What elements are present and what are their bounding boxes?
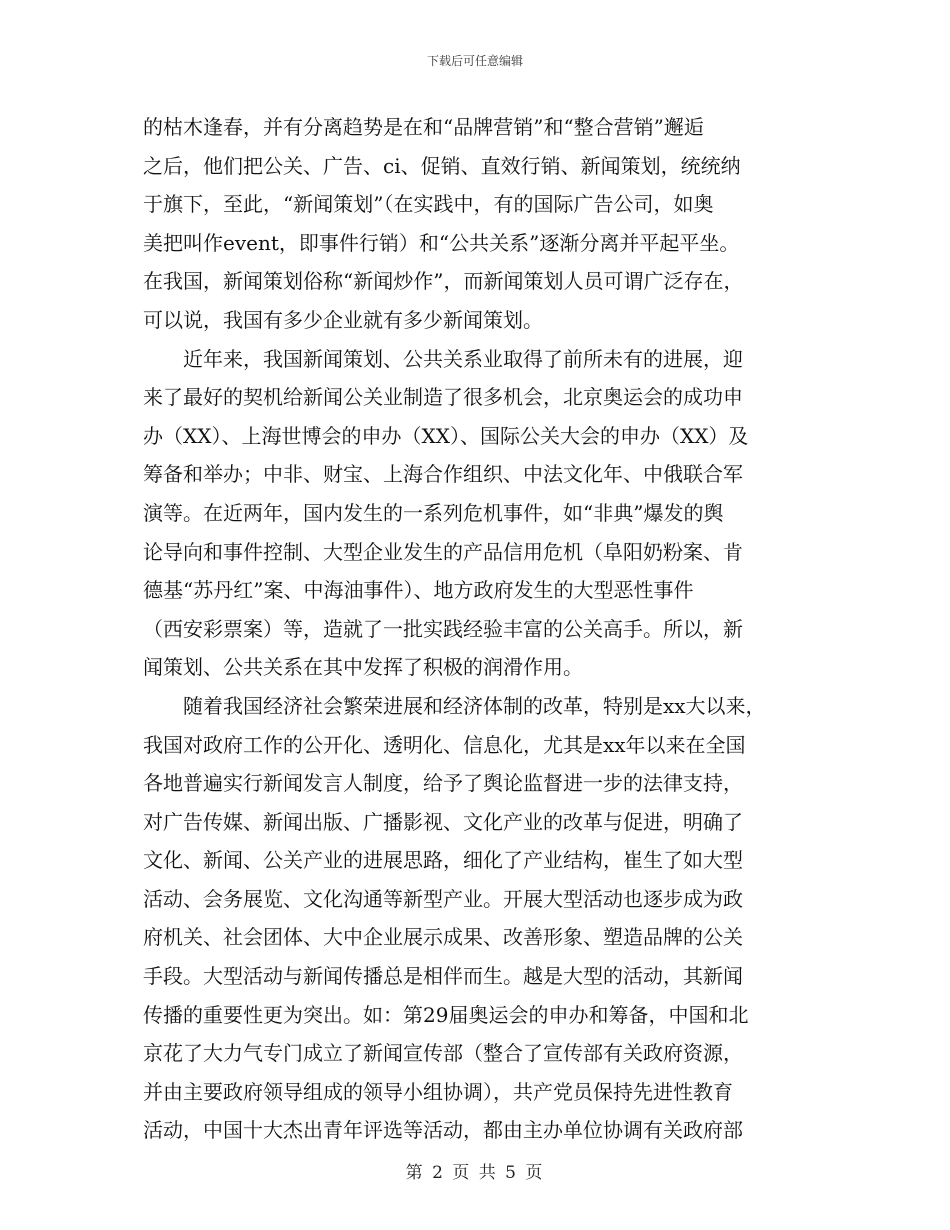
text-line: 来了最好的契机给新闻公关业制造了很多机会，北京奥运会的成功申: [143, 385, 743, 410]
text-line: 办（XX）、上海世博会的申办（XX）、国际公关大会的申办（XX）及: [143, 423, 749, 448]
text-line: 活动、会务展览、文化沟通等新型产业。开展大型活动也逐步成为政: [143, 886, 743, 911]
body-text: [143, 108, 813, 1150]
text-line: 闻策划、公共关系在其中发挥了积极的润滑作用。: [143, 655, 583, 680]
text-line: 随着我国经济社会繁荣进展和经济体制的改革，特别是xx大以来，: [143, 693, 766, 718]
text-line: 近年来，我国新闻策划、公共关系业取得了前所未有的进展，迎: [143, 346, 743, 371]
text-line: 活动，中国十大杰出青年评选等活动，都由主办单位协调有关政府部: [143, 1118, 743, 1143]
text-line: 并由主要政府领导组成的领导小组协调），共产党员保持先进性教育: [143, 1079, 733, 1104]
text-line: 于旗下，至此，“新闻策划”（在实践中，有的国际广告公司，如奥: [143, 192, 714, 217]
text-line: 筹备和举办；中非、财宝、上海合作组织、中法文化年、中俄联合军: [143, 462, 743, 487]
text-line: 文化、新闻、公关产业的进展思路，细化了产业结构，崔生了如大型: [143, 848, 743, 873]
text-line: 之后，他们把公关、广告、ci、促销、直效行销、新闻策划，统统纳: [143, 153, 741, 178]
text-line: 在我国，新闻策划俗称“新闻炒作”，而新闻策划人员可谓广泛存在，: [143, 269, 744, 294]
text-line: 京花了大力气专门成立了新闻宣传部（整合了宣传部有关政府资源，: [143, 1041, 743, 1066]
text-line: 各地普遍实行新闻发言人制度，给予了舆论监督进一步的法律支持，: [143, 771, 743, 796]
text-line: 我国对政府工作的公开化、透明化、信息化，尤其是xx年以来在全国: [143, 732, 746, 757]
text-line: 美把叫作event，即事件行销）和“公共关系”逐渐分离并平起平坐。: [143, 230, 740, 255]
page-header: 下载后可任意编辑: [426, 54, 523, 68]
text-line: 德基“苏丹红”案、中海油事件）、地方政府发生的大型恶性事件: [143, 578, 694, 603]
text-line: （西安彩票案）等，造就了一批实践经验丰富的公关高手。所以，新: [143, 616, 743, 641]
text-line: 演等。在近两年，国内发生的一系列危机事件，如“非典”爆发的舆: [143, 500, 724, 525]
page-number-footer: 第 2 页 共 5 页: [405, 1163, 545, 1183]
text-line: 可以说，我国有多少企业就有多少新闻策划。: [143, 307, 543, 332]
text-line: 传播的重要性更为突出。如：第29届奥运会的申办和筹备，中国和北: [143, 1002, 749, 1027]
text-line: 府机关、社会团体、大中企业展示成果、改善形象、塑造品牌的公关: [143, 925, 743, 950]
text-line: 论导向和事件控制、大型企业发生的产品信用危机（阜阳奶粉案、肯: [143, 539, 743, 564]
text-line: 手段。大型活动与新闻传播总是相伴而生。越是大型的活动，其新闻: [143, 964, 743, 989]
text-line: 对广告传媒、新闻出版、广播影视、文化产业的改革与促进，明确了: [143, 809, 743, 834]
text-line: 的枯木逢春，并有分离趋势是在和“品牌营销”和“整合营销”邂逅: [143, 115, 704, 139]
